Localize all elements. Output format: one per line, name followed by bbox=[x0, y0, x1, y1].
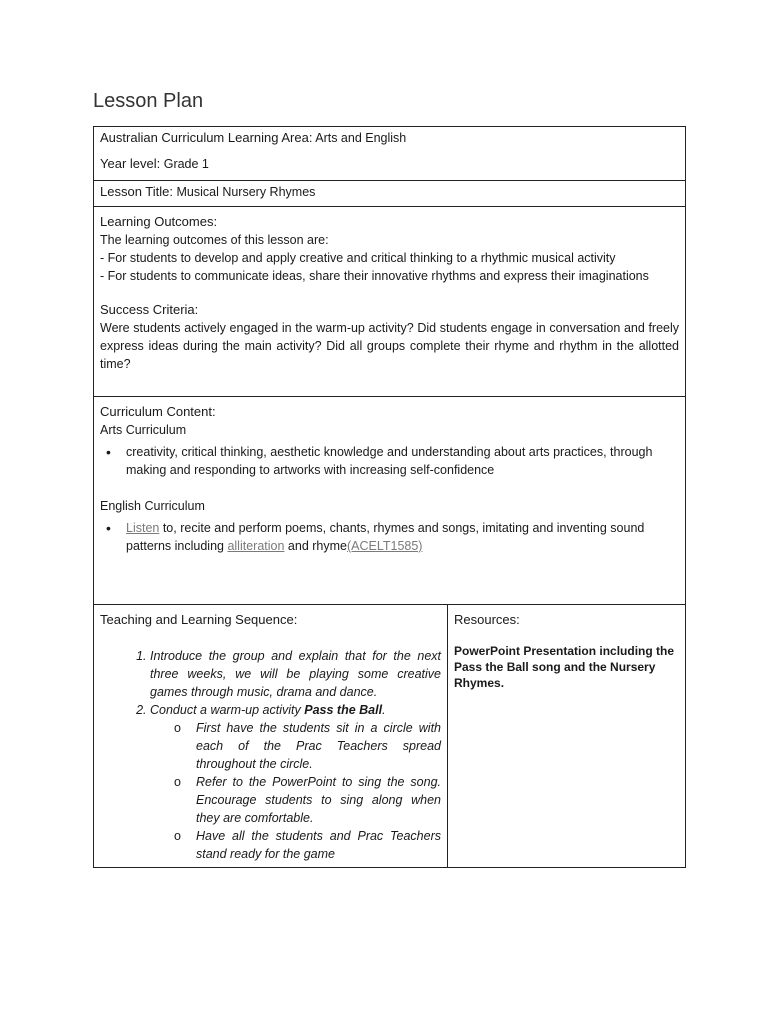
step-2-suffix: . bbox=[382, 703, 386, 717]
acelt-code-link[interactable]: (ACELT1585) bbox=[346, 539, 423, 553]
curriculum-area-label: Australian Curriculum Learning Area: bbox=[100, 130, 313, 145]
step-2-prefix: Conduct a warm-up activity bbox=[150, 703, 305, 717]
resources-cell bbox=[448, 605, 686, 868]
english-bullet-text-2: and rhyme bbox=[284, 539, 347, 553]
warm-up-substep: o Refer to the PowerPoint to sing the song. Encourage students to sing along when they are comfortable. bbox=[196, 773, 441, 827]
arts-curriculum-bullet: • creativity, critical thinking, aesthetic knowledge and understanding about arts practices, through making and responding to artworks with increasing self-confidence bbox=[126, 443, 679, 479]
outcomes-cell bbox=[94, 207, 686, 397]
curriculum-content-heading: Curriculum Content: bbox=[100, 404, 216, 419]
learning-outcomes-intro: The learning outcomes of this lesson are: bbox=[100, 233, 329, 247]
listen-link[interactable]: Listen bbox=[126, 521, 160, 535]
teaching-sequence-heading: Teaching and Learning Sequence: bbox=[100, 612, 298, 627]
year-level-value: Grade 1 bbox=[163, 157, 209, 171]
curriculum-content-cell bbox=[94, 397, 686, 605]
learning-outcome-item: - For students to communicate ideas, share their innovative rhythms and express their imaginations bbox=[100, 269, 649, 283]
lesson-title-label: Lesson Title: bbox=[100, 184, 173, 199]
warm-up-substep: o First have the students sit in a circle with each of the Prac Teachers spread throughout the circle. bbox=[196, 719, 441, 773]
lesson-title-row bbox=[94, 181, 686, 207]
teaching-step: 1. Introduce the group and explain that for the next three weeks, we will be playing some creative games through music, drama and dance. bbox=[150, 647, 441, 701]
arts-curriculum-subheading: Arts Curriculum bbox=[100, 423, 187, 437]
learning-outcomes-heading: Learning Outcomes: bbox=[100, 214, 218, 229]
warm-up-substeps bbox=[150, 719, 441, 863]
curriculum-area-value: Arts and English bbox=[315, 131, 407, 145]
english-curriculum-bullet bbox=[126, 519, 679, 555]
teaching-steps-list bbox=[100, 647, 441, 863]
step-2-activity: Pass the Ball bbox=[304, 703, 383, 717]
sequence-row bbox=[94, 605, 686, 868]
outcomes-row bbox=[94, 207, 686, 397]
english-curriculum-subheading: English Curriculum bbox=[100, 499, 205, 513]
lesson-title-cell bbox=[94, 181, 686, 207]
curriculum-area-row bbox=[94, 127, 686, 181]
arts-curriculum-list bbox=[100, 443, 679, 479]
success-criteria-text: Were students actively engaged in the warm-up activity? Did students engage in conversation and freely express ideas during the main activity? Did all groups complete their rhyme and rhythm in the allotted time? bbox=[100, 321, 680, 371]
resources-text: PowerPoint Presentation including the Pass the Ball song and the Nursery Rhymes. bbox=[454, 644, 675, 690]
warm-up-substep: o Have all the students and Prac Teachers stand ready for the game bbox=[196, 827, 441, 863]
curriculum-content-row bbox=[94, 397, 686, 605]
curriculum-area-cell bbox=[94, 127, 686, 181]
lesson-plan-table bbox=[93, 126, 686, 868]
english-curriculum-list bbox=[100, 519, 679, 555]
success-criteria-heading: Success Criteria: bbox=[100, 302, 199, 317]
alliteration-link[interactable]: alliteration bbox=[227, 539, 285, 553]
year-level-label: Year level: bbox=[100, 156, 161, 171]
resources-heading: Resources: bbox=[454, 612, 520, 627]
lesson-title-value: Musical Nursery Rhymes bbox=[176, 185, 316, 199]
learning-outcome-item: - For students to develop and apply creative and critical thinking to a rhythmic musical activity bbox=[100, 251, 616, 265]
teaching-step bbox=[150, 701, 441, 863]
teaching-sequence-cell bbox=[94, 605, 448, 868]
english-bullet-text-1: to, recite and perform poems, chants, rhymes and songs, imitating and inventing sound patterns including bbox=[126, 521, 645, 553]
page-title: Lesson Plan bbox=[93, 90, 204, 112]
